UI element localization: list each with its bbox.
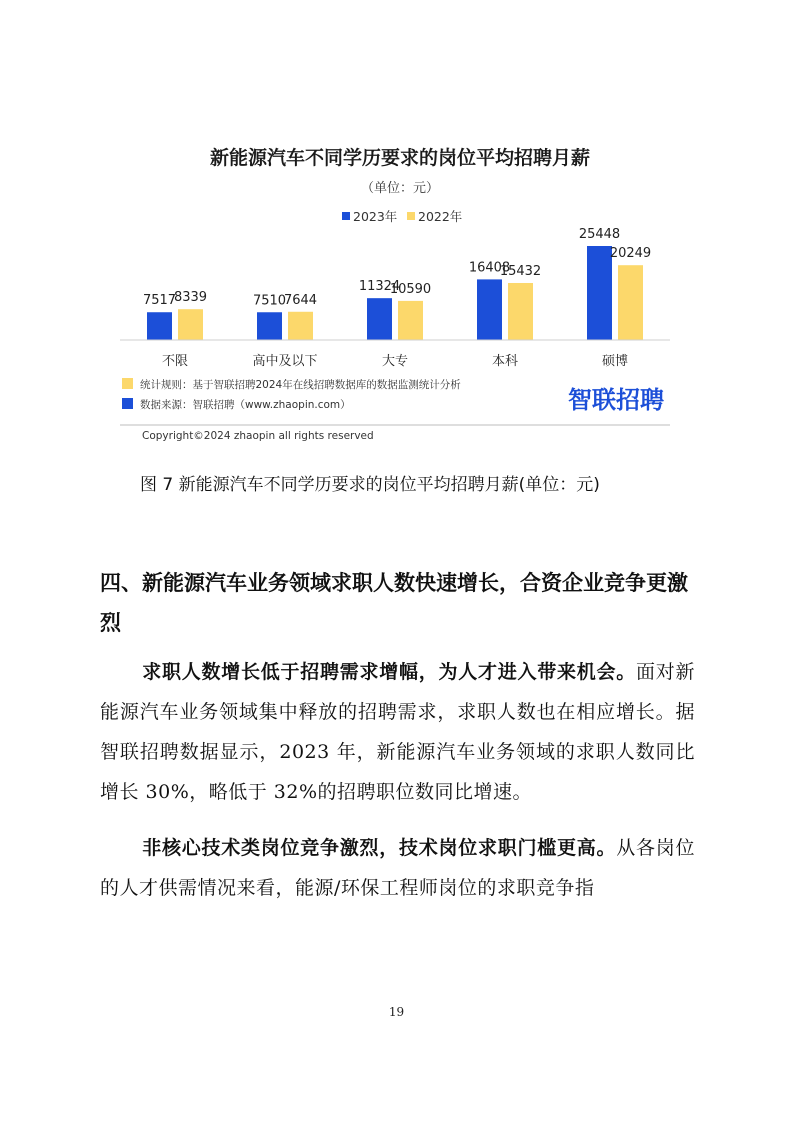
data-label-1-0: 7510 (252, 293, 287, 309)
data-label-4-0: 25448 (578, 227, 621, 242)
tick-label-4: 硕博 (601, 354, 629, 369)
chart-unit: （单位：元） (360, 181, 439, 196)
chart-notes (122, 378, 461, 411)
paragraph-2-text: 从各岗位的人才供需情况来看，能源/环保工程师岗位的求职竞争指 (100, 837, 695, 899)
paragraph-1-text: 面对新能源汽车业务领域集中释放的招聘需求，求职人数也在相应增长。据智联招聘数据显示，2023 年，新能源汽车业务领域的求职人数同比增长 30%，略低于 32%的招聘职位数同比增速。 (100, 661, 695, 803)
chart-bars (143, 227, 651, 369)
paragraph-1 (100, 652, 695, 812)
tick-label-2: 大专 (381, 354, 409, 369)
page-number: 19 (388, 1005, 405, 1019)
legend-swatch-1 (407, 212, 415, 220)
figure-caption: 图 7 新能源汽车不同学历要求的岗位平均招聘月薪(单位：元) (140, 475, 600, 495)
data-label-1-1: 7644 (283, 292, 318, 308)
chart-title: 新能源汽车不同学历要求的岗位平均招聘月薪 (209, 147, 590, 169)
legend-label-1: 2022年 (418, 209, 463, 224)
tick-label-0: 不限 (161, 354, 189, 369)
bar-3-1 (508, 283, 533, 340)
bar-chart (100, 200, 690, 430)
data-label-2-0: 11324 (358, 279, 401, 295)
data-label-0-0: 7517 (142, 293, 177, 309)
data-label-4-1: 20249 (609, 246, 652, 262)
bar-0-1 (178, 309, 203, 340)
note-swatch-0 (122, 378, 133, 389)
chart-legend (342, 209, 462, 224)
note-text-0: 统计规则：基于智联招聘2024年在线招聘数据库的数据监测统计分析 (140, 379, 461, 391)
bar-2-0 (367, 298, 392, 340)
bar-2-1 (398, 301, 423, 340)
note-swatch-1 (122, 398, 133, 409)
brand-logo: 智联招聘 (568, 386, 664, 414)
bar-4-0 (587, 246, 612, 340)
bar-1-0 (257, 312, 282, 340)
legend-swatch-0 (342, 212, 350, 220)
tick-label-3: 本科 (491, 354, 519, 369)
note-text-1: 数据来源：智联招聘（www.zhaopin.com） (140, 399, 351, 411)
data-label-0-1: 8339 (173, 290, 208, 306)
bar-1-1 (288, 312, 313, 340)
legend-label-0: 2023年 (353, 209, 398, 224)
chart-copyright: Copyright©2024 zhaopin all rights reserved (142, 430, 374, 442)
section-heading: 四、新能源汽车业务领域求职人数快速增长，合资企业竞争更激烈 (100, 571, 688, 635)
paragraph-1-lead: 求职人数增长低于招聘需求增幅，为人才进入带来机会。 (142, 661, 636, 683)
tick-label-1: 高中及以下 (252, 354, 318, 369)
data-label-3-1: 15432 (499, 263, 542, 279)
data-label-2-1: 10590 (389, 281, 432, 297)
data-label-3-0: 16408 (468, 260, 511, 276)
bar-0-0 (147, 312, 172, 340)
bar-4-1 (618, 265, 643, 340)
bar-3-0 (477, 279, 502, 340)
paragraph-2-lead: 非核心技术类岗位竞争激烈，技术岗位求职门槛更高。 (142, 837, 617, 859)
paragraph-2 (100, 828, 695, 908)
